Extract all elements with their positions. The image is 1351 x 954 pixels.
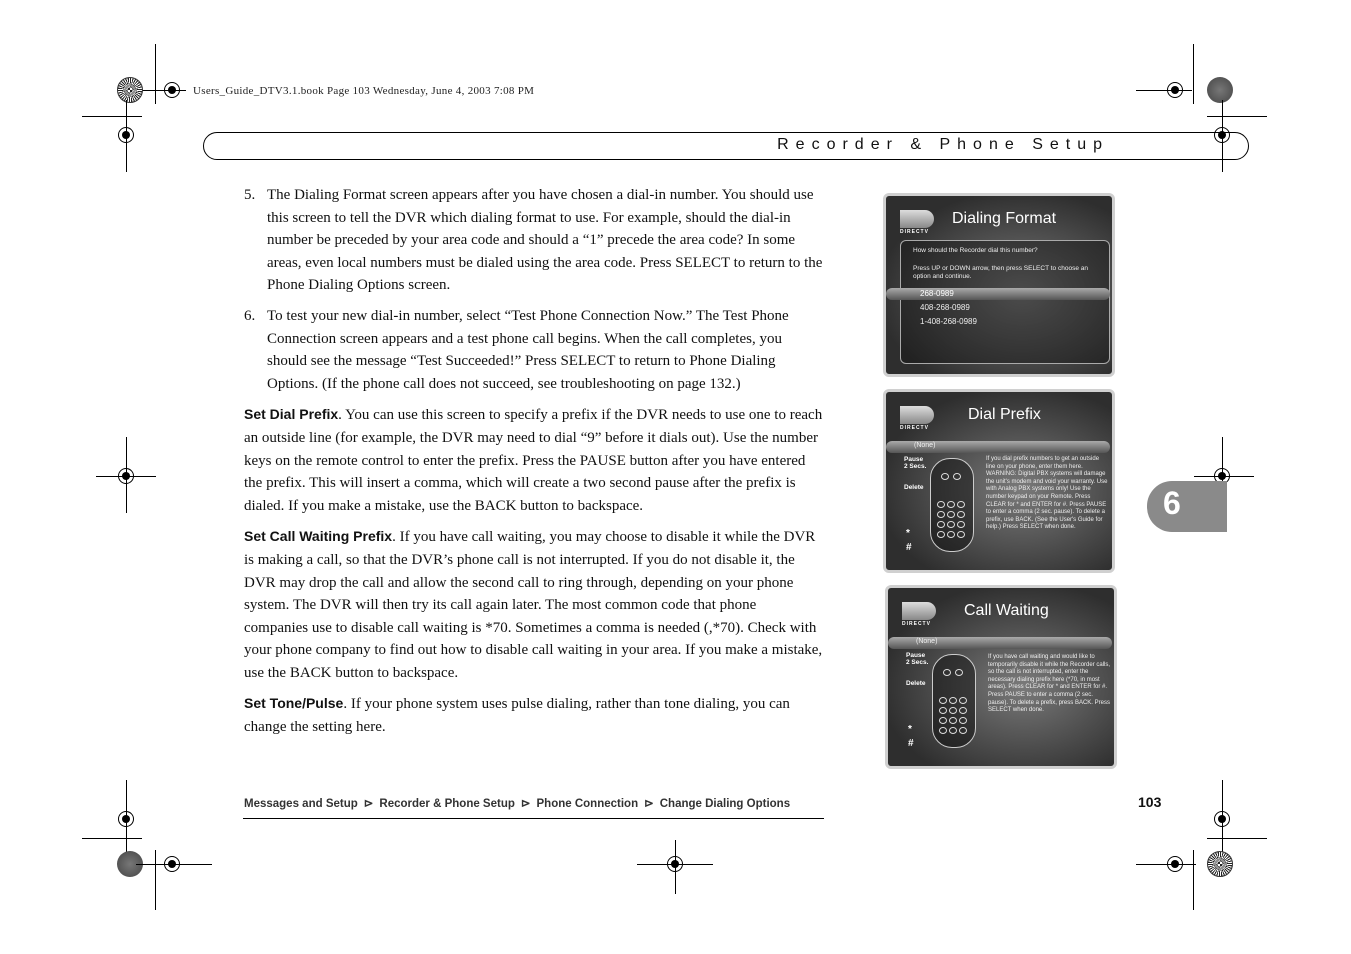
crop-mark <box>1193 44 1194 104</box>
step-text: To test your new dial-in number, select “Test Phone Connection Now.” The Test Phone Connection screen appears and a test phone call begins. When the call completes, you should see the message “Test Succeeded!” Press SELECT to return to Phone Dialing Options. (If the phone call does not succeed, see troubleshooting on page 132.) <box>267 307 789 392</box>
registration-mark <box>118 468 134 484</box>
breadcrumb-arrow-icon: ⊳ <box>363 798 374 810</box>
dial-prefix-screenshot <box>883 389 1115 573</box>
page-number: 103 <box>1138 794 1162 810</box>
screen-question: How should the Recorder dial this number? <box>913 247 1038 254</box>
color-target <box>117 77 143 103</box>
crop-mark <box>155 850 156 910</box>
section-dial-prefix <box>244 403 824 517</box>
section-term: Set Dial Prefix <box>244 406 339 423</box>
registration-mark <box>118 811 134 827</box>
delete-label: Delete <box>904 484 924 491</box>
step-item <box>244 305 824 395</box>
chapter-header-title: Recorder & Phone Setup <box>777 136 1109 153</box>
directv-logo: DIRECTV <box>900 406 938 432</box>
hash-label: # <box>906 542 912 553</box>
prefix-field-value: (None) <box>914 442 936 449</box>
pause-label: Pause 2 Secs. <box>906 652 929 666</box>
crop-mark <box>82 838 142 839</box>
dialing-option: 408-268-0989 <box>920 303 970 312</box>
crop-mark <box>155 44 156 104</box>
section-text: . If you have call waiting, you may choose to disable it while the DVR is making a call, so that the DVR’s phone call is not interrupted. If you do not disable it, the DVR may drop the call and allow the second call to ring through, depending on your phone system. The DVR will then try its call again later. The most common code that phone companies use to disable call waiting is *70. Sometimes a comma is needed (,*70). Check with your phone company to find out how to disable call waiting in your area. If you make a mistake, use the BACK button to backspace. <box>244 529 823 681</box>
step-item <box>244 184 824 297</box>
chapter-tab <box>1147 481 1227 532</box>
crop-mark <box>1136 864 1196 865</box>
breadcrumb-item: Phone Connection <box>536 798 639 810</box>
dialing-option: 268-0989 <box>920 289 954 298</box>
hash-label: # <box>908 738 914 749</box>
breadcrumb-arrow-icon: ⊳ <box>644 798 654 810</box>
registration-mark <box>164 856 180 872</box>
screen-help-text: If you have call waiting and would like to temporarily disable it while the Recorder calls, so the call is not interrupted, enter the necessary dialing prefix here (*70, in most areas). Press CLEAR for * and ENTER for #. Press PAUSE to enter a comma (2 sec. pause). To delete a prefix, press BACK. Press SELECT when done. <box>988 654 1111 714</box>
registration-mark <box>164 82 180 98</box>
registration-mark <box>1214 811 1230 827</box>
screen-title: Dial Prefix <box>968 406 1041 423</box>
registration-mark <box>667 856 683 872</box>
section-call-waiting <box>244 525 824 684</box>
directv-logo: DIRECTV <box>900 210 938 236</box>
breadcrumb-arrow-icon: ⊳ <box>520 798 531 810</box>
section-text: . If your phone system uses pulse dialing, rather than tone dialing, you can change the setting here. <box>244 696 790 736</box>
crop-mark <box>82 116 142 117</box>
crop-mark <box>1207 838 1267 839</box>
breadcrumb-item: Recorder & Phone Setup <box>379 798 515 810</box>
dialing-option: 1-408-268-0989 <box>920 317 977 326</box>
delete-label: Delete <box>906 680 926 687</box>
breadcrumb <box>244 796 790 810</box>
breadcrumb-item: Change Dialing Options <box>659 798 791 810</box>
call-waiting-screenshot <box>885 585 1117 769</box>
file-header: Users_Guide_DTV3.1.book Page 103 Wednesday, June 4, 2003 7:08 PM <box>193 85 535 97</box>
screen-title: Dialing Format <box>952 210 1057 227</box>
section-term: Set Tone/Pulse <box>244 695 344 712</box>
directv-logo: DIRECTV <box>902 602 940 628</box>
step-number: 6. <box>244 307 256 324</box>
call-waiting-field-value: (None) <box>916 638 938 645</box>
star-label: * <box>906 528 910 539</box>
dialing-format-screenshot <box>883 193 1115 377</box>
remote-illustration <box>932 654 976 748</box>
footer-rule <box>243 818 824 819</box>
screen-panel <box>900 240 1110 364</box>
screen-help-text: If you dial prefix numbers to get an outside line on your phone, enter them here. WARNING: Digital PBX systems will damage the unit's modem and void your warranty. Use with Analog PBX systems only! Use the number keypad on your Remote. Press CLEAR for * and ENTER for #. Press PAUSE to enter a comma (2 sec. pause). To delete a prefix, use BACK. (See the User's Guide for help.) Press SELECT when done. <box>986 456 1108 531</box>
chapter-number: 6 <box>1163 485 1181 521</box>
remote-illustration <box>930 458 974 552</box>
section-term: Set Call Waiting Prefix <box>244 528 393 545</box>
breadcrumb-item: Messages and Setup <box>244 798 358 810</box>
crop-mark <box>1193 850 1194 910</box>
step-number: 5. <box>244 187 256 203</box>
body-text <box>244 184 824 747</box>
step-text: The Dialing Format screen appears after you have chosen a dial-in number. You should use this screen to tell the DVR which dialing format to use. For example, should the dial-in number be preceded by your area code and should a “1” precede the area code? In some areas, even local numbers must be dialed using the area code. Press SELECT to return to the Phone Dialing Options screen. <box>267 187 823 294</box>
screen-title: Call Waiting <box>964 602 1049 619</box>
color-target <box>1207 77 1233 103</box>
star-label: * <box>908 724 912 735</box>
registration-mark <box>118 127 134 143</box>
crop-mark <box>1136 90 1192 91</box>
color-target <box>1207 851 1233 877</box>
section-tone-pulse <box>244 692 824 738</box>
registration-mark <box>1167 82 1183 98</box>
section-text: . You can use this screen to specify a prefix if the DVR needs to use one to reach an outside line (for example, the DVR may need to dial “9” before it dials out). Use the number keys on the remote control to enter the prefix. Press the PAUSE button after you have entered the prefix. This will insert a comma, which will create a two second pause after the prefix is dialed. If you make a mistake, use the BACK button to backspace. <box>244 407 823 514</box>
screen-instruction: Press UP or DOWN arrow, then press SELECT to choose an option and continue. <box>913 265 1088 281</box>
pause-label: Pause 2 Secs. <box>904 456 927 470</box>
crop-mark <box>1207 116 1267 117</box>
registration-mark <box>1167 856 1183 872</box>
